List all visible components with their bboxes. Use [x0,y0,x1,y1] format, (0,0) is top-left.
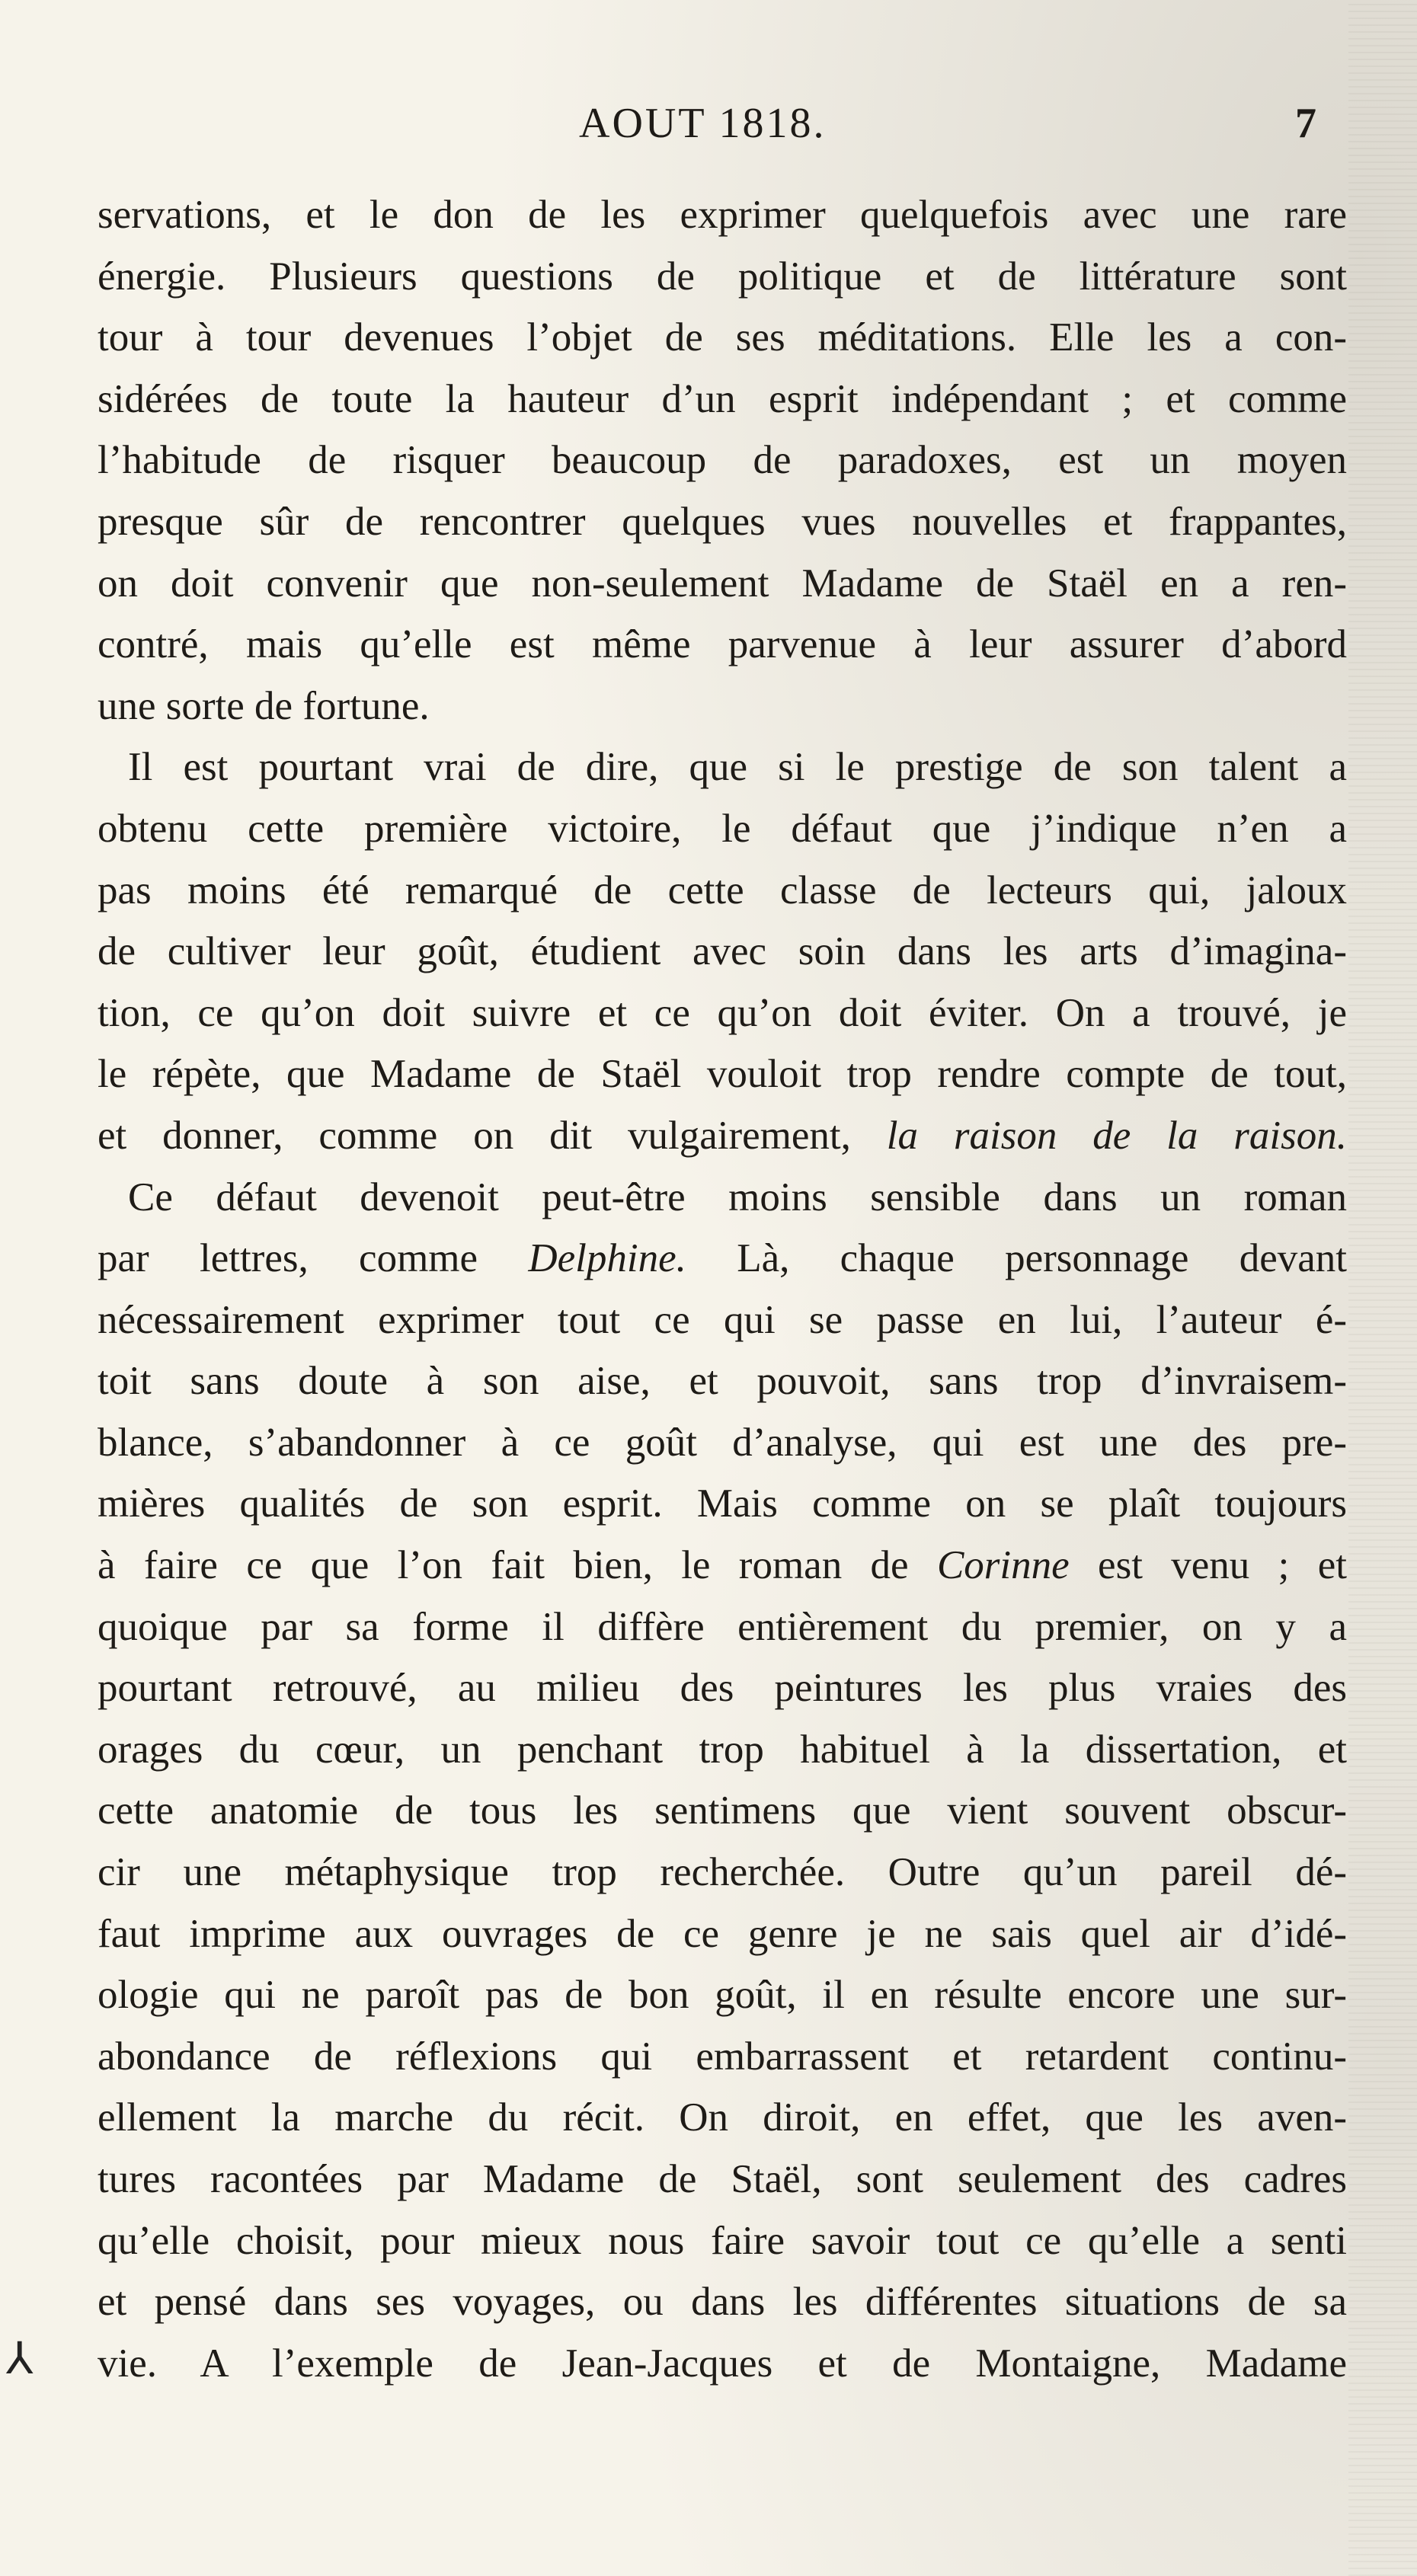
text-line: Ce défaut devenoit peut-être moins sensible dans un roman [128,1175,1347,1219]
text-line [98,1105,1347,1167]
text-line: nécessairement exprimer tout ce qui se passe en lui, l’auteur é- [98,1297,1347,1342]
text-line: presque sûr de rencontrer quelques vues nouvelles et frappantes, [98,499,1347,544]
text-line: pas moins été remarqué de cette classe de lecteurs qui, jaloux [98,868,1347,912]
text-line: qu’elle choisit, pour mieux nous faire savoir tout ce qu’elle a senti [98,2218,1347,2263]
text-segment: par lettres, comme [98,1236,529,1281]
page-edge-shadow [1348,0,1417,2576]
text-line [98,737,1347,798]
text-line: vie. A l’exemple de Jean-Jacques et de Montaigne, Madame [98,2341,1347,2386]
text-line: pourtant retrouvé, au milieu des peintures les plus vraies des [98,1666,1347,1711]
italic-title: Corinne [936,1543,1070,1588]
text-line: et pensé dans ses voyages, ou dans les différentes situations de sa [98,2280,1347,2325]
text-line: une sorte de fortune. [98,683,430,728]
text-line: tures racontées par Madame de Staël, sont seulement des cadres [98,2157,1347,2201]
text-line: servations, et le don de les exprimer quelquefois avec une rare [98,193,1347,237]
text-line: faut imprime aux ouvrages de ce genre je ne sais quel air d’idé- [98,1911,1347,1956]
body-text [98,184,1347,2394]
text-line [98,1535,1347,1596]
margin-mark: ⅄ [6,2332,34,2384]
text-line: toit sans doute à son aise, et pouvoit, sans trop d’invraisem- [98,1359,1347,1404]
text-line: de cultiver leur goût, étudient avec soin dans les arts d’imagina- [98,929,1347,974]
text-line: tion, ce qu’on doit suivre et ce qu’on doit éviter. On a trouvé, je [98,990,1347,1035]
text-line: ellement la marche du récit. On diroit, en effet, que les aven- [98,2095,1347,2140]
text-line: contré, mais qu’elle est même parvenue à leur assurer d’abord [98,622,1347,667]
running-head: AOUT 1818. [579,100,827,147]
text-line: cir une métaphysique trop recherchée. Outre qu’un pareil dé- [98,1850,1347,1895]
text-line: cette anatomie de tous les sentimens que vient souvent obscur- [98,1788,1347,1833]
text-line: l’habitude de risquer beaucoup de paradoxes, est un moyen [98,438,1347,483]
text-line: tour à tour devenues l’objet de ses méditations. Elle les a con- [98,315,1347,360]
text-line: le répète, que Madame de Staël vouloit trop rendre compte de tout, [98,1052,1347,1097]
page-number: 7 [1295,100,1316,147]
page-header [0,99,1417,160]
text-line: abondance de réflexions qui embarrassent et retardent continu- [98,2034,1347,2079]
text-line: obtenu cette première victoire, le défaut que j’indique n’en a [98,806,1347,851]
text-line: sidérées de toute la hauteur d’un esprit indépendant ; et comme [98,376,1347,421]
text-line: ologie qui ne paroît pas de bon goût, il en résulte encore une sur- [98,1973,1347,2018]
text-line: énergie. Plusieurs questions de politique et de littérature sont [98,254,1347,299]
text-segment: et donner, comme on dit vulgairement, [98,1113,887,1158]
text-line: quoique par sa forme il diffère entièrement du premier, on y a [98,1604,1347,1649]
text-line: mières qualités de son esprit. Mais comme on se plaît toujours [98,1481,1347,1526]
text-line: blance, s’abandonner à ce goût d’analyse, qui est une des pre- [98,1420,1347,1465]
italic-phrase: la raison de la raison. [886,1113,1347,1158]
text-segment: à faire ce que l’on fait bien, le roman de [98,1543,937,1588]
text-line: orages du cœur, un penchant trop habituel à la dissertation, et [98,1727,1347,1772]
text-segment: Il est pourtant vrai de dire, que si le prestige de son talent a [128,745,1347,790]
italic-title: Delphine. [528,1236,686,1281]
text-line [98,1228,1347,1290]
text-line: on doit convenir que non-seulement Madame de Staël en a ren- [98,561,1347,606]
text-segment: Là, chaque personnage devant [686,1236,1347,1281]
text-segment: est venu ; et [1069,1543,1347,1588]
